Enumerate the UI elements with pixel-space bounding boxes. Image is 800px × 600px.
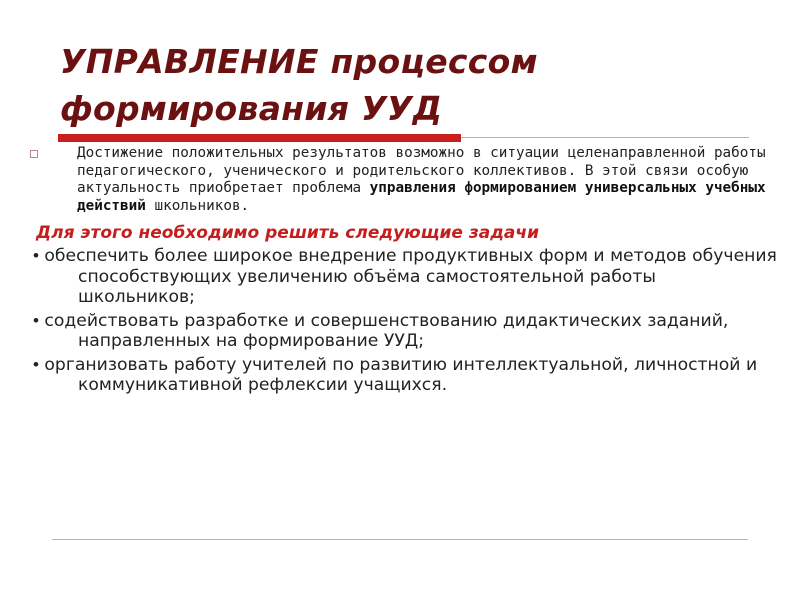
tasks-heading: Для этого необходимо решить следующие задачи bbox=[36, 223, 539, 243]
slide-title bbox=[60, 38, 760, 132]
intro-text-start: Достижение положительных результатов возможно в ситуации целенаправленной работы педагогического, ученического и родительского коллективов. В этой связи особую актуальность приобретает проблема bbox=[77, 145, 766, 196]
task-item bbox=[27, 355, 777, 396]
title-rule bbox=[461, 137, 749, 138]
bullet-dot-icon: • bbox=[33, 354, 39, 374]
slide-body bbox=[27, 145, 777, 396]
title-line-1: УПРАВЛЕНИЕ процессом bbox=[60, 42, 538, 81]
intro-text-bold: управления формированием универсальных учебных действий bbox=[77, 180, 766, 214]
task-item bbox=[27, 246, 777, 308]
task-item bbox=[27, 311, 777, 352]
intro-text-end: школьников. bbox=[145, 197, 250, 214]
title-line-2: формирования УУД bbox=[60, 89, 443, 128]
title-accent-bar bbox=[58, 134, 461, 142]
task-text: обеспечить более широкое внедрение продуктивных форм и методов обучения способствующих увеличению объёма самостоятельной работы школьников; bbox=[44, 246, 777, 307]
intro-paragraph bbox=[27, 145, 777, 215]
bullet-dot-icon: • bbox=[33, 246, 39, 265]
bottom-rule bbox=[52, 539, 748, 540]
square-bullet-icon bbox=[30, 150, 38, 158]
bullet-dot-icon: • bbox=[33, 310, 39, 330]
task-text: содействовать разработке и совершенствованию дидактических заданий, направленных на формирование УУД; bbox=[44, 310, 729, 351]
task-text: организовать работу учителей по развитию интеллектуальной, личностной и коммуникативной рефлексии учащихся. bbox=[44, 354, 758, 395]
